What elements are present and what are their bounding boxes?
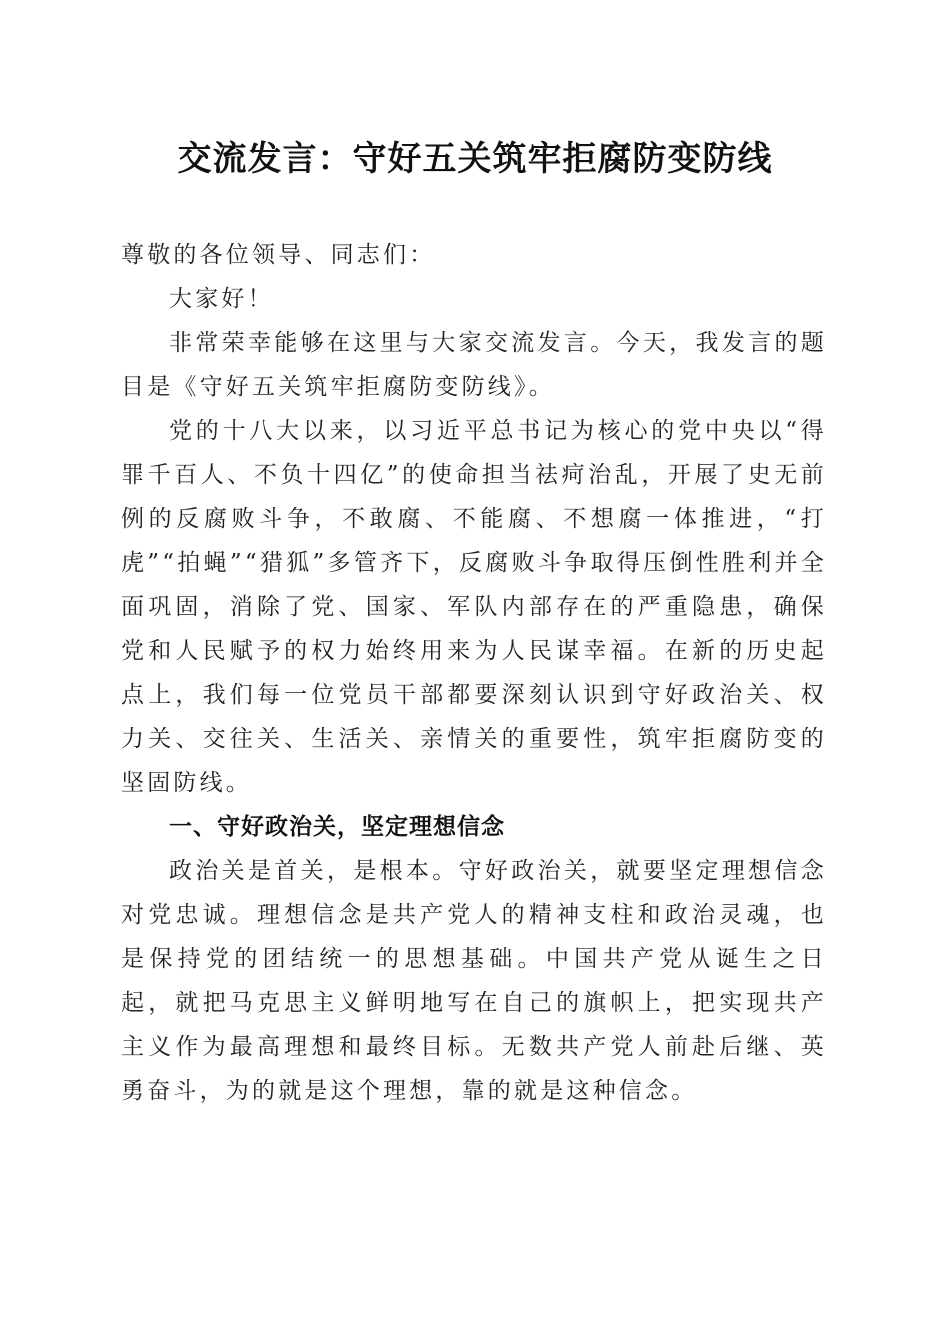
document-body [121,233,827,1113]
background-paragraph: 党的十八大以来，以习近平总书记为核心的党中央以“得罪千百人、不负十四亿”的使命担当祛疴治乱，开展了史无前例的反腐败斗争，不敢腐、不能腐、不想腐一体推进，“打虎”“拍蝇”“猎狐”多管齐下，反腐败斗争取得压倒性胜利并全面巩固，消除了党、国家、军队内部存在的严重隐患，确保党和人民赋予的权力始终用来为人民谋幸福。在新的历史起点上，我们每一位党员干部都要深刻认识到守好政治关、权力关、交往关、生活关、亲情关的重要性，筑牢拒腐防变的坚固防线。 [121,418,827,796]
greeting: 大家好！ [169,286,274,312]
intro-paragraph: 非常荣幸能够在这里与大家交流发言。今天，我发言的题目是《守好五关筑牢拒腐防变防线》。 [121,330,827,400]
section-paragraph-1: 政治关是首关，是根本。守好政治关，就要坚定理想信念对党忠诚。理想信念是共产党人的精神支柱和政治灵魂，也是保持党的团结统一的思想基础。中国共产党从诞生之日起，就把马克思主义鲜明地写在自己的旗帜上，把实现共产主义作为最高理想和最终目标。无数共产党人前赴后继、英勇奋斗，为的就是这个理想，靠的就是这种信念。 [121,858,827,1104]
section-heading-1: 一、守好政治关，坚定理想信念 [169,814,505,840]
salutation: 尊敬的各位领导、同志们： [121,242,436,268]
document-title: 交流发言：守好五关筑牢拒腐防变防线 [177,139,773,179]
